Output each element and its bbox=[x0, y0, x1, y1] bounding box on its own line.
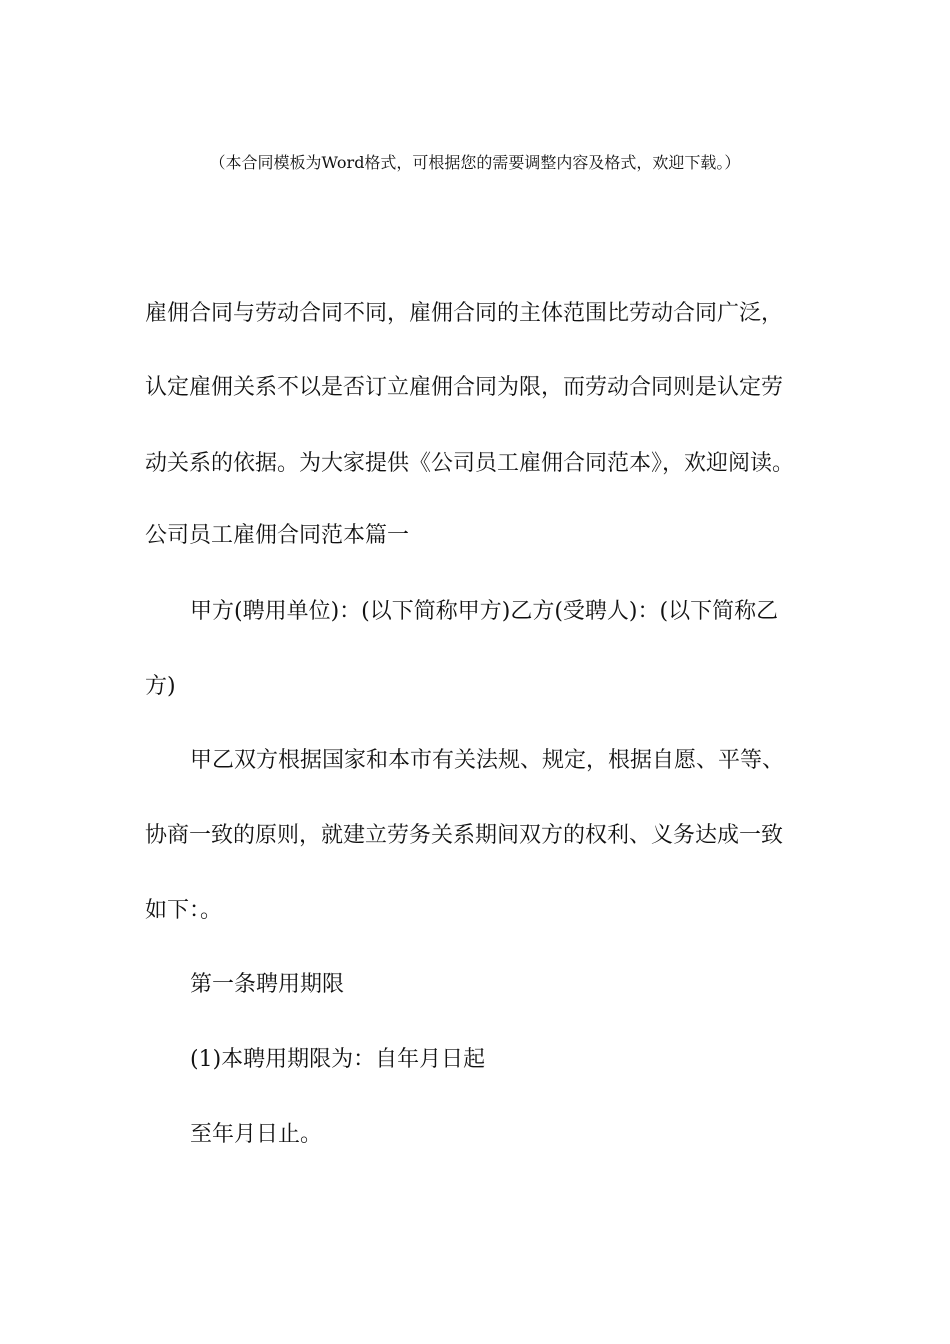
article1-item1-continued: 至年月日止。 bbox=[190, 1122, 323, 1147]
intro-line-2: 认定雇佣关系不以是否订立雇佣合同为限，而劳动合同则是认定劳 bbox=[145, 375, 784, 400]
intro-line-1: 雇佣合同与劳动合同不同，雇佣合同的主体范围比劳动合同广泛， bbox=[145, 301, 784, 326]
intro-line-3: 动关系的依据。为大家提供《公司员工雇佣合同范本》，欢迎阅读。 bbox=[145, 451, 795, 476]
article1-title: 第一条聘用期限 bbox=[190, 972, 345, 997]
agreement-line-3: 如下：。 bbox=[145, 898, 223, 923]
parties-line-2: 方) bbox=[145, 674, 176, 699]
template-note: （本合同模板为Word格式，可根据您的需要调整内容及格式，欢迎下载。） bbox=[209, 153, 741, 172]
article1-item1: (1)本聘用期限为：自年月日起 bbox=[190, 1047, 486, 1072]
agreement-line-1: 甲乙双方根据国家和本市有关法规、规定，根据自愿、平等、 bbox=[190, 748, 785, 773]
agreement-line-2: 协商一致的原则，就建立劳务关系期间双方的权利、义务达成一致 bbox=[145, 823, 784, 848]
parties-line-1: 甲方(聘用单位)：(以下简称甲方)乙方(受聘人)：(以下简称乙 bbox=[190, 599, 779, 624]
section-title: 公司员工雇佣合同范本篇一 bbox=[145, 523, 410, 548]
